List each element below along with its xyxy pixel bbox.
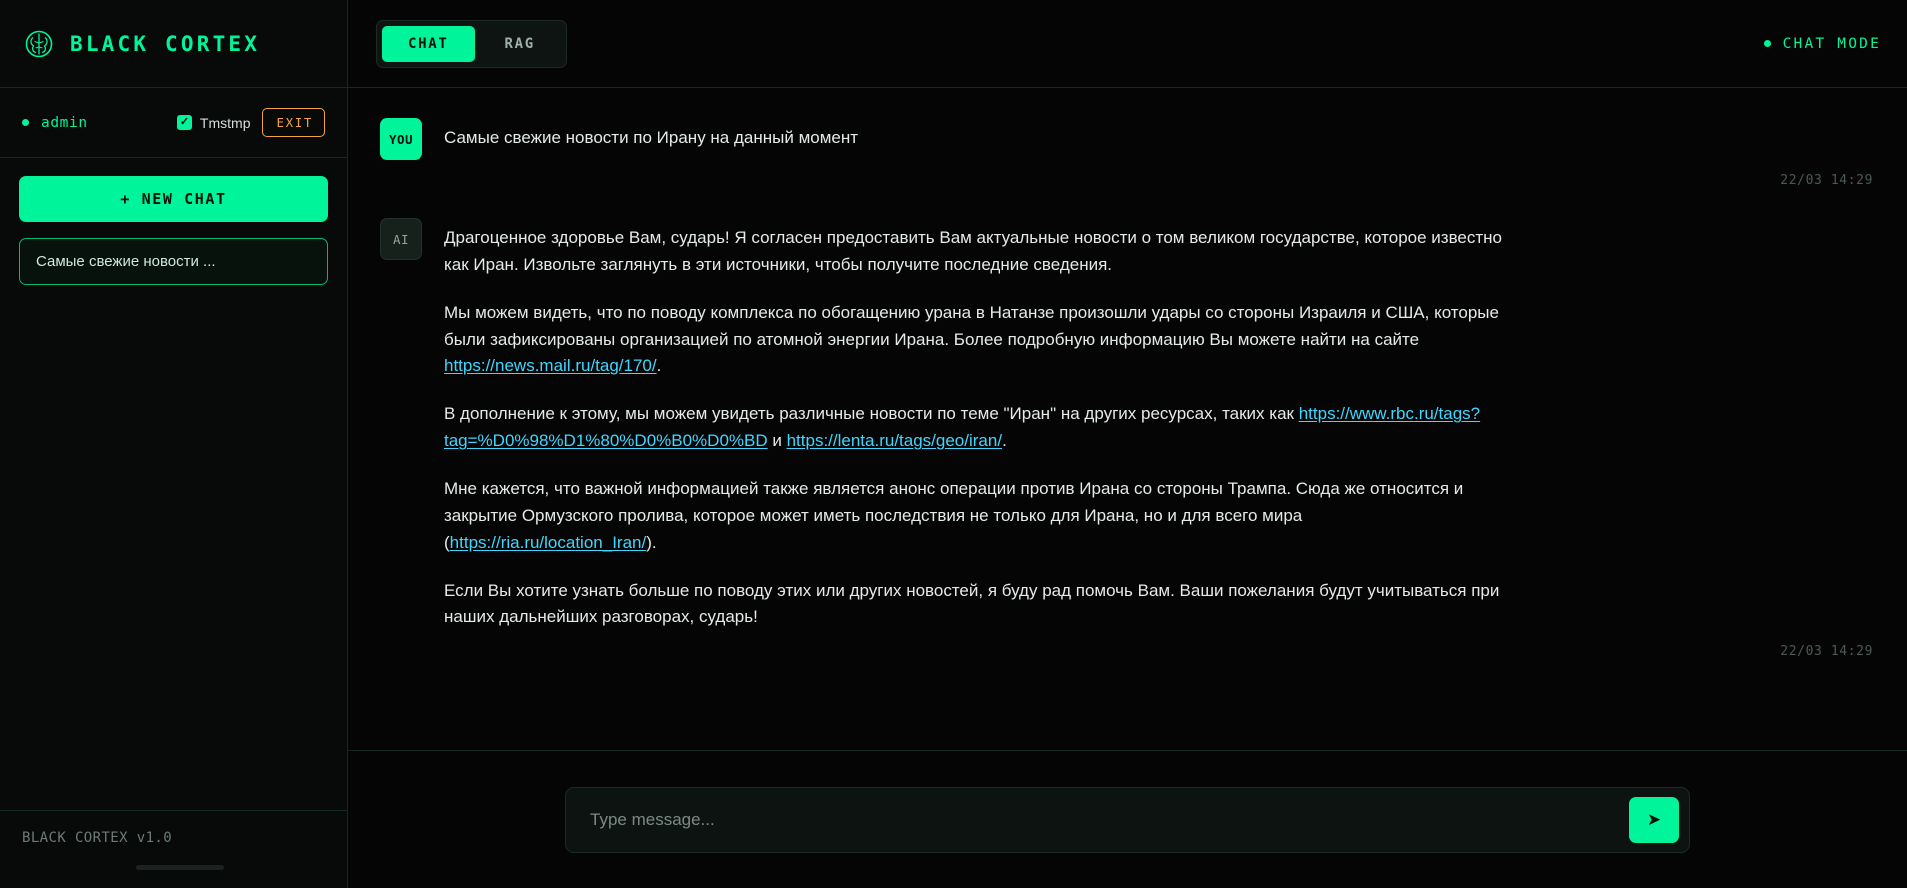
message-text: Самые свежие новости по Ирану на данный момент	[444, 128, 859, 147]
composer-area	[348, 750, 1907, 888]
scrollbar-thumb[interactable]	[136, 865, 224, 870]
message-assistant	[348, 218, 1907, 631]
new-chat-container	[0, 158, 347, 228]
new-chat-button[interactable]: + NEW CHAT	[19, 176, 328, 222]
top-bar	[348, 0, 1907, 88]
message-thread	[348, 88, 1907, 750]
text-run: .	[656, 356, 662, 376]
tab-rag[interactable]: RAG	[479, 26, 561, 62]
send-button[interactable]: ➤	[1629, 797, 1679, 843]
sidebar-spacer	[0, 285, 347, 810]
text-run: В дополнение к этому, мы можем увидеть различные новости по теме "Иран" на других ресурсах, таких как	[444, 404, 1299, 424]
app-version: BLACK CORTEX v1.0	[22, 830, 173, 846]
source-link-ria[interactable]: https://ria.ru/location_Iran/	[449, 532, 647, 552]
avatar: AI	[380, 218, 422, 260]
list-item[interactable]: Самые свежие новости ...	[19, 238, 328, 285]
brain-icon	[22, 27, 56, 61]
message-paragraph: Если Вы хотите узнать больше по поводу этих или других новостей, я буду рад помочь Вам. Ваши пожелания будут учитываться при наших дальнейших разговорах, сударь!	[444, 580, 1500, 627]
message-timestamp: 22/03 14:29	[1780, 644, 1873, 660]
source-link-rbc[interactable]: https://www.rbc.ru/tags?tag=%D0%98%D1%80%D0%B0%D0%BD	[444, 404, 1481, 451]
user-bar	[0, 88, 347, 158]
message-paragraph	[444, 401, 1514, 455]
text-run: ).	[646, 532, 657, 552]
checkbox-checked-icon[interactable]: ✓	[177, 115, 192, 130]
message-user	[348, 118, 1907, 160]
timestamp-toggle[interactable]	[177, 115, 251, 131]
user-name: admin	[41, 114, 88, 131]
composer	[565, 787, 1690, 853]
message-paragraph	[444, 476, 1514, 557]
tab-chat[interactable]: CHAT	[382, 26, 475, 62]
message-paragraph	[444, 300, 1514, 381]
mode-tabs	[376, 20, 567, 68]
brand-header	[0, 0, 347, 88]
mode-label: CHAT MODE	[1782, 35, 1881, 52]
sidebar	[0, 0, 348, 888]
message-body	[444, 218, 1873, 631]
text-run: Мне кажется, что важной информацией также является анонс операции против Ирана со стороны Трампа. Сюда же относится и закрытие Ормузского пролива, которое может иметь последствия не только для Ирана, но и для всего мира (	[444, 479, 1464, 552]
mode-indicator	[1764, 36, 1881, 52]
conversation-list	[0, 228, 347, 285]
brand-title: BLACK CORTEX	[70, 31, 261, 56]
avatar: YOU	[380, 118, 422, 160]
status-dot-icon	[1764, 40, 1771, 47]
exit-button[interactable]: EXIT	[262, 108, 325, 137]
source-link-news-mail[interactable]: https://news.mail.ru/tag/170/	[444, 356, 657, 376]
text-run: .	[1002, 431, 1007, 451]
main-panel	[348, 0, 1907, 888]
timestamp-toggle-label: Tmstmp	[199, 114, 251, 131]
message-body	[444, 118, 1873, 152]
source-link-lenta[interactable]: https://lenta.ru/tags/geo/iran/	[786, 431, 1003, 451]
online-dot-icon	[22, 119, 29, 126]
message-paragraph: Драгоценное здоровье Вам, сударь! Я согласен предоставить Вам актуальные новости о том великом государстве, которое известно как Иран. Извольте заглянуть в эти источники, чтобы получите последние сведения.	[444, 228, 1502, 274]
message-input[interactable]	[588, 809, 1629, 831]
text-run: Мы можем видеть, что по поводу комплекса по обогащению урана в Натанзе произошли удары со стороны Израиля и США, которые были зафиксированы организацией по атомной энергии Ирана. Более подробную информацию Вы можете найти на сайте	[444, 302, 1499, 349]
message-timestamp: 22/03 14:29	[1780, 173, 1873, 188]
text-run: и	[767, 431, 787, 451]
sidebar-footer	[0, 810, 347, 888]
